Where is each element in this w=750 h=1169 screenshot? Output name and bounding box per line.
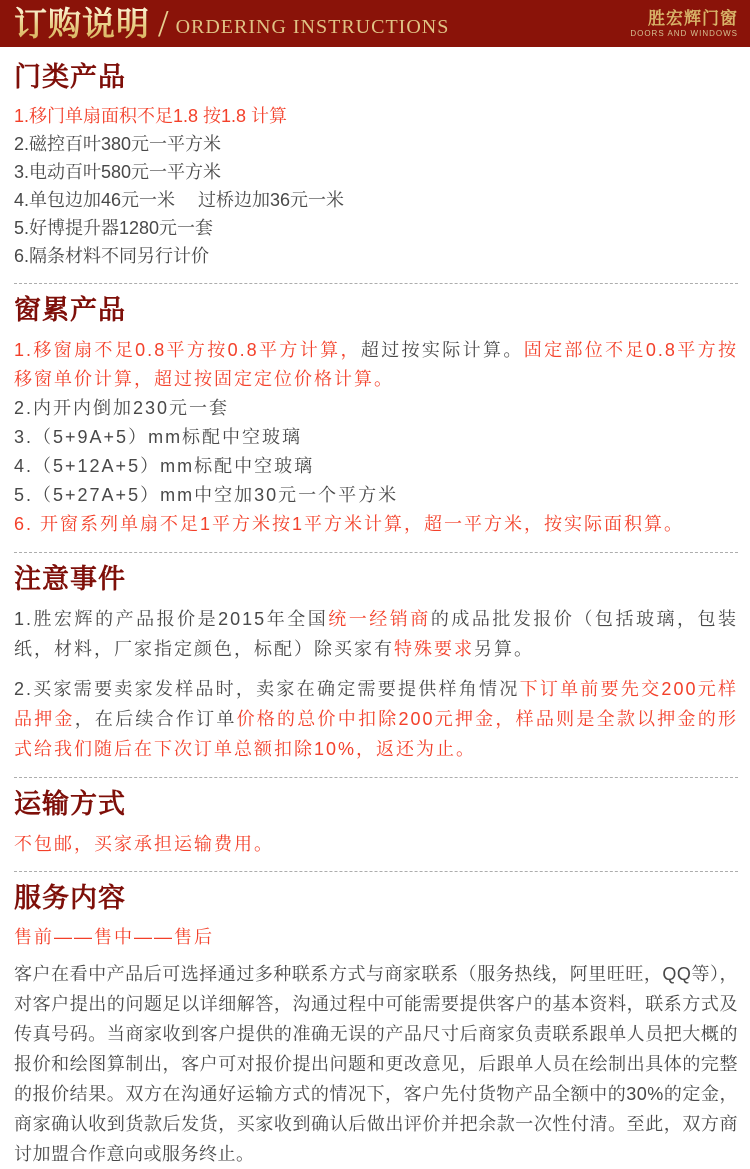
list-item	[14, 959, 738, 1169]
list-item	[14, 130, 738, 158]
text-segment-red: 价格的总价中扣除200元押金，样品则是全款以押金的形式给我们随后在下次订单总额扣除10%，返还为止。	[14, 709, 738, 760]
section-divider	[14, 871, 738, 872]
text-segment-dark: 5.好博提升器1280元一套	[14, 218, 214, 239]
text-segment-red: 不包邮，买家承担运输费用。	[14, 833, 274, 854]
list-item	[14, 186, 738, 214]
page-title-chinese: 订购说明	[14, 0, 150, 47]
text-segment-red: 统一经销商	[328, 609, 431, 630]
text-segment-dark: 5.（5+27A+5）mm中空加30元一个平方米	[14, 484, 399, 505]
list-item	[14, 510, 738, 539]
text-segment-red: 固定部位不足0.8平方按移窗单价计算，超过按固定定位价格计算。	[14, 339, 738, 389]
section-shipping	[14, 788, 738, 857]
header-bar	[0, 0, 750, 47]
list-item	[14, 158, 738, 186]
text-segment-dark: 6.隔条材料不同另行计价	[14, 246, 210, 267]
page-title	[14, 0, 449, 47]
text-segment-dark: 另算。	[474, 639, 534, 660]
text-segment-dark: 3.电动百叶580元一平方米	[14, 162, 222, 183]
section-heading: 窗累产品	[14, 295, 126, 326]
list-item	[14, 604, 738, 664]
section-divider	[14, 283, 738, 284]
text-segment-red: 1.移门单扇面积不足1.8 按1.8 计算	[14, 106, 288, 127]
content	[0, 47, 750, 1169]
list-item	[14, 452, 738, 481]
brand-name-chinese: 胜宏辉门窗	[648, 9, 738, 29]
section-divider	[14, 777, 738, 778]
text-segment-dark: 4.单包边加46元一米 过桥边加36元一米	[14, 190, 345, 211]
text-segment-red: 下订单前要先交200元样品押金	[14, 679, 738, 730]
text-segment-dark: 1.胜宏辉的产品报价是2015年全国	[14, 609, 329, 630]
text-segment-dark: 客户在看中产品后可选择通过多种联系方式与商家联系（服务热线，阿里旺旺，QQ等），对客户提出的问题足以详细解答，沟通过程中可能需要提供客户的基本资料，联系方式及传真号码。当商家收到客户提供的准确无误的产品尺寸后商家负责联系跟单人员把大概的报价和绘图算制出，客户可对报价提出问题和更改意见，后跟单人员在绘制出具体的完整的报价结果。双方在沟通好运输方式的情况下，客户先付货物产品全额中的30%的定金，商家确认收到货款后发货，买家收到确认后做出评价并把余款一次性付清。至此，双方商讨加盟合作意向或服务终止。	[14, 963, 738, 1164]
text-segment-dark: 3.（5+9A+5）mm标配中空玻璃	[14, 426, 303, 447]
list-item	[14, 336, 738, 394]
list-item	[14, 102, 738, 130]
section-notice	[14, 563, 738, 764]
section-heading: 注意事件	[14, 563, 126, 594]
list-item	[14, 674, 738, 764]
list-item	[14, 481, 738, 510]
title-separator: /	[158, 2, 169, 45]
section-service	[14, 882, 738, 1169]
text-segment-red: 特殊要求	[394, 639, 474, 660]
text-segment-dark: 2.磁控百叶380元一平方米	[14, 134, 222, 155]
page-title-english: ORDERING INSTRUCTIONS	[175, 16, 450, 38]
list-item	[14, 394, 738, 423]
list-item	[14, 923, 738, 951]
text-segment-dark: ，在后续合作订单	[74, 709, 237, 730]
text-segment-dark: 4.（5+12A+5）mm标配中空玻璃	[14, 455, 315, 476]
list-item	[14, 242, 738, 270]
text-segment-dark: 超过按实际计算。	[360, 339, 524, 360]
text-segment-dark: 2.买家需要卖家发样品时，卖家在确定需要提供样角情况	[14, 679, 520, 700]
text-segment-red: 6. 开窗系列单扇不足1平方米按1平方米计算，超一平方米，按实际面积算。	[14, 513, 685, 534]
section-door	[14, 61, 738, 270]
list-item	[14, 830, 738, 858]
section-heading: 服务内容	[14, 882, 126, 913]
text-segment-red: 售前——售中——售后	[14, 926, 214, 947]
section-window	[14, 294, 738, 538]
section-divider	[14, 552, 738, 553]
text-segment-red: 1.移窗扇不足0.8平方按0.8平方计算，	[14, 339, 361, 360]
text-segment-dark: 的成品批发报价（包括玻璃，包装纸，材料，厂家指定颜色，标配）除买家有	[14, 609, 739, 660]
section-heading: 运输方式	[14, 789, 126, 820]
text-segment-dark: 2.内开内倒加230元一套	[14, 397, 230, 418]
brand-name-english: DOORS AND WINDOWS	[630, 28, 738, 38]
section-heading: 门类产品	[14, 62, 126, 92]
brand-logo	[630, 9, 738, 38]
list-item	[14, 423, 738, 452]
list-item	[14, 214, 738, 242]
